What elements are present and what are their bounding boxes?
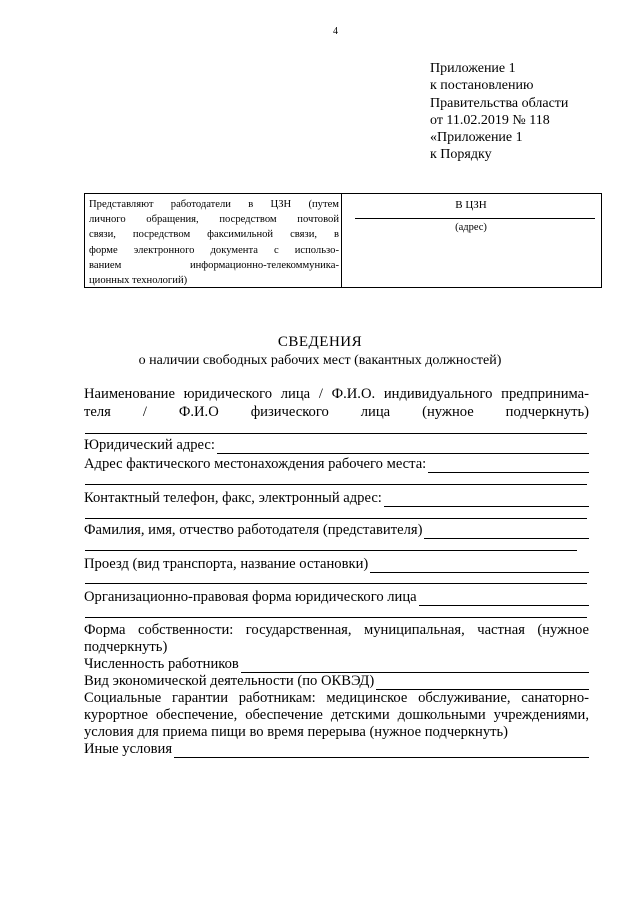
transport-field[interactable] (370, 560, 589, 573)
appendix-line: к Порядку (430, 147, 492, 163)
employees-field[interactable] (241, 660, 589, 673)
submission-instructions (89, 197, 339, 288)
legal-address-label: Юридический адрес: (84, 437, 215, 453)
entity-name-label: Наименование юридического лица / Ф.И.О. индивидуального предпринима- (84, 386, 589, 402)
appendix-line: от 11.02.2019 № 118 (430, 112, 550, 128)
instruction-line: личного обращения, посредством почтовой (89, 214, 339, 226)
activity-row (84, 673, 589, 690)
page-number: 4 (333, 26, 338, 37)
appendix-line: к постановлению (430, 78, 534, 94)
entity-name-field[interactable] (85, 433, 587, 434)
other-label: Иные условия (84, 741, 173, 757)
ownership-label-cont: подчеркнуть) (84, 639, 168, 655)
activity-field[interactable] (376, 677, 589, 690)
appendix-header (430, 60, 568, 164)
other-row (84, 741, 589, 758)
employer-field[interactable] (424, 526, 589, 539)
instruction-line: ционных технологий) (89, 275, 188, 287)
social-label-cont: курортное обеспечение, обеспечение детскими дошкольными учреждениями, (84, 707, 589, 723)
actual-address-row (84, 456, 589, 473)
actual-address-field[interactable] (428, 460, 589, 473)
actual-address-label: Адрес фактического местонахождения рабочего места: (84, 456, 427, 472)
contacts-field[interactable] (384, 494, 589, 507)
social-label: Социальные гарантии работникам: медицинское обслуживание, санаторно- (84, 690, 589, 706)
transport-row (84, 556, 589, 573)
transport-field-cont[interactable] (85, 583, 587, 584)
contacts-field-cont[interactable] (85, 518, 587, 519)
transport-label: Проезд (вид транспорта, название остановки) (84, 556, 369, 572)
address-caption: (адрес) (455, 222, 487, 233)
social-label-cont2: условия для приема пищи во время перерыва (нужное подчеркнуть) (84, 724, 509, 740)
employees-label: Численность работников (84, 656, 239, 672)
document-title: СВЕДЕНИЯ (277, 334, 363, 350)
appendix-line: «Приложение 1 (430, 130, 523, 146)
legal-form-field-cont[interactable] (85, 617, 587, 618)
legal-form-label: Организационно-правовая форма юридического лица (84, 589, 417, 605)
instruction-line: Представляют работодатели в ЦЗН (путем (89, 199, 339, 210)
recipient-label: В ЦЗН (455, 199, 487, 211)
legal-form-row (84, 589, 589, 606)
contacts-row (84, 490, 589, 507)
activity-label: Вид экономической деятельности (по ОКВЭД) (84, 673, 375, 689)
legal-address-row (84, 437, 589, 454)
ownership-label: Форма собственности: государственная, муниципальная, частная (нужное (84, 622, 589, 638)
employer-field-cont[interactable] (85, 550, 577, 551)
document-subtitle: о наличии свободных рабочих мест (вакантных должностей) (138, 353, 502, 368)
contacts-label: Контактный телефон, факс, электронный адрес: (84, 490, 382, 506)
appendix-line: Правительства области (430, 95, 569, 111)
actual-address-field-cont[interactable] (85, 484, 587, 485)
entity-name-label-cont: теля / Ф.И.О физического лица (нужное подчеркнуть) (84, 404, 589, 420)
legal-address-field[interactable] (217, 441, 589, 454)
instruction-line: ванием информационно-телекоммуника- (89, 259, 339, 271)
employees-row (84, 656, 589, 673)
submission-box (84, 193, 602, 288)
instruction-line: связи, посредством факсимильной связи, в (89, 229, 339, 241)
address-field[interactable] (355, 218, 595, 219)
other-field[interactable] (174, 745, 589, 758)
employer-row (84, 522, 589, 539)
appendix-line: Приложение 1 (430, 61, 516, 76)
instruction-line: форме электронного документа с использо- (89, 244, 339, 256)
employer-label: Фамилия, имя, отчество работодателя (представителя) (84, 522, 423, 538)
legal-form-field[interactable] (419, 593, 589, 606)
